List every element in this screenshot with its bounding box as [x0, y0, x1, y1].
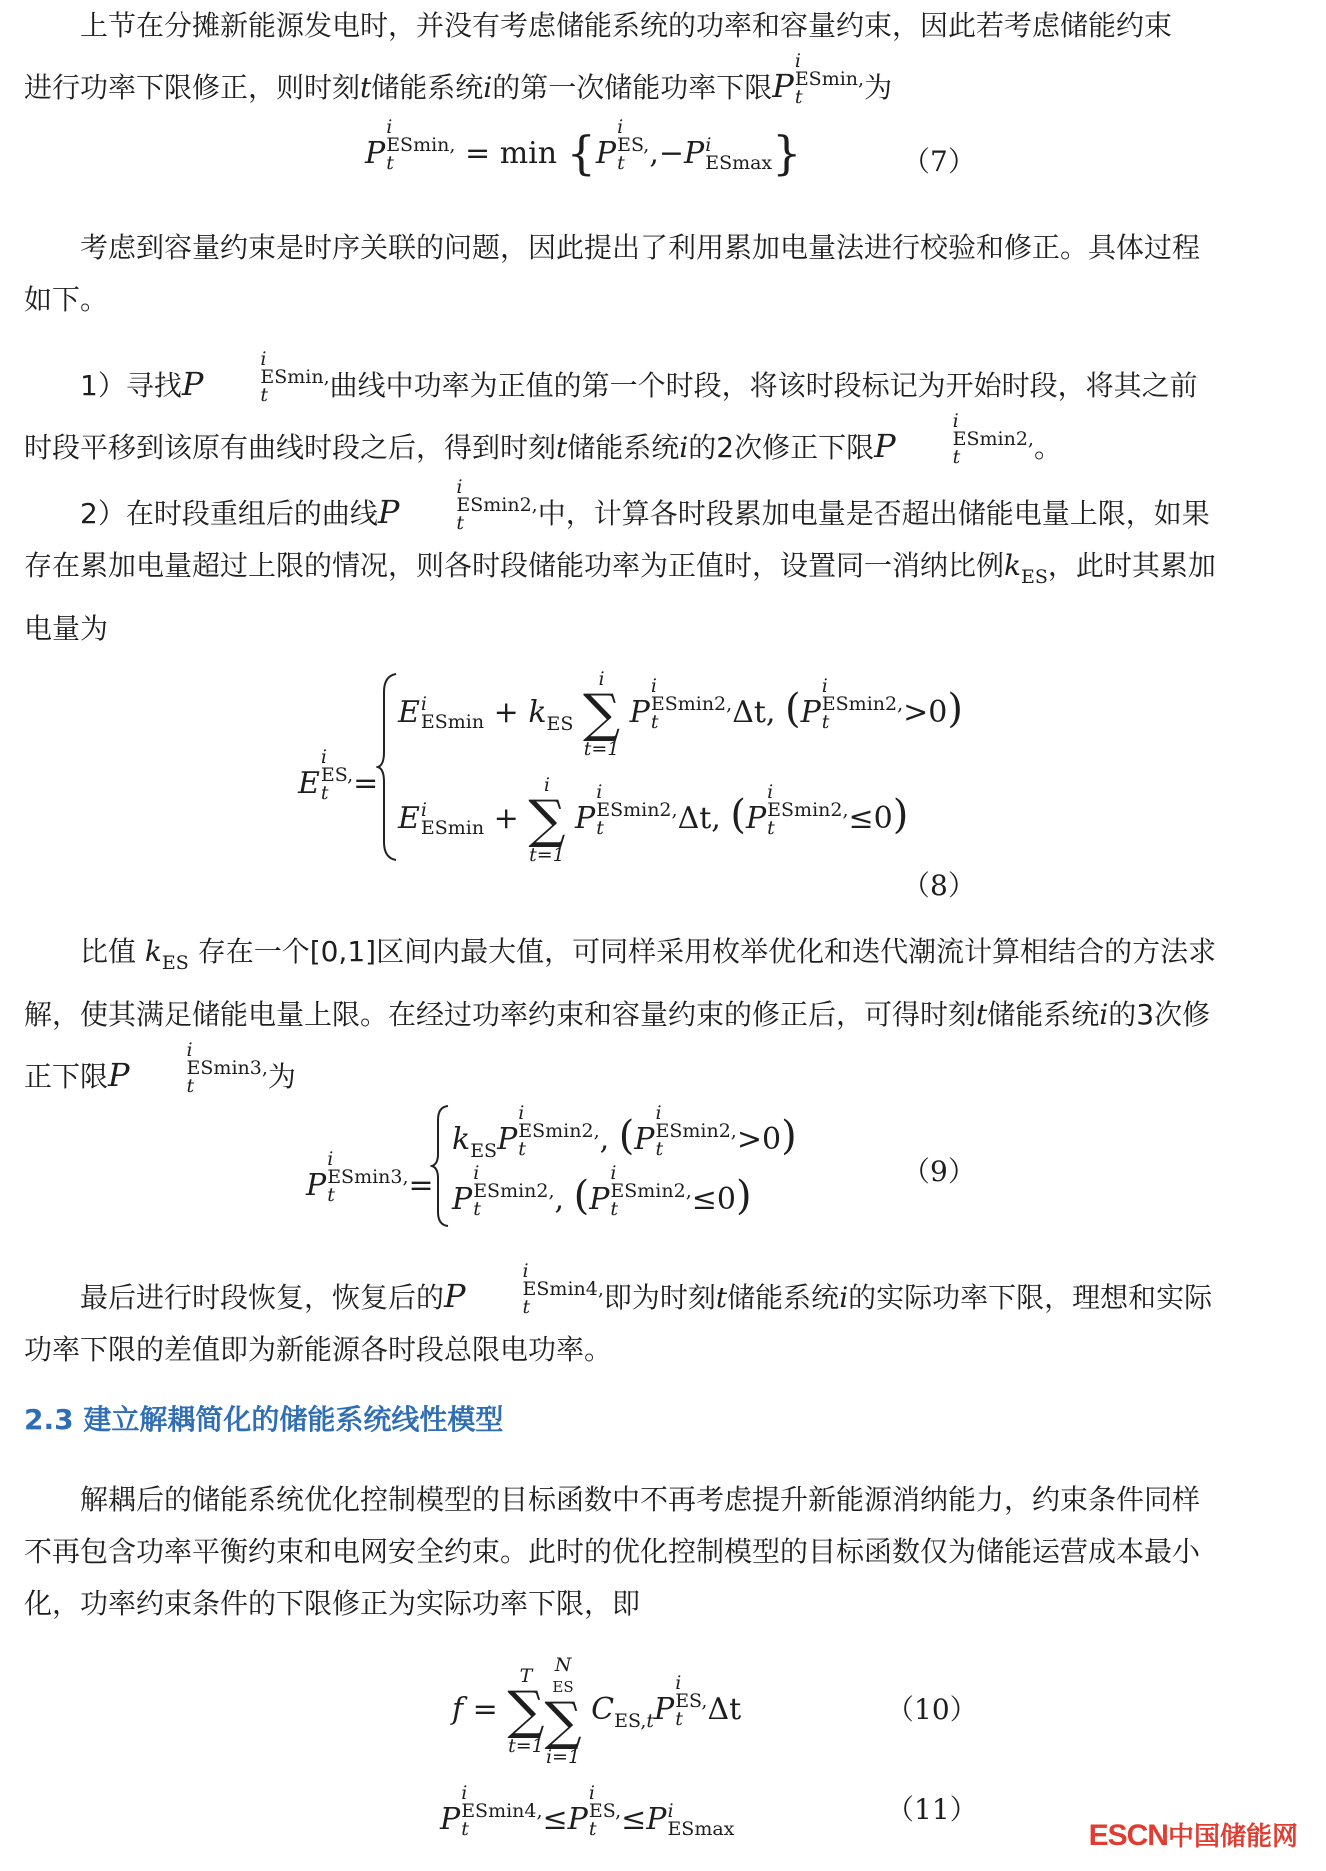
paragraph-1: [24, 0, 1224, 114]
sub-t: t: [952, 446, 961, 468]
sup-i: i: [420, 693, 427, 715]
paren: ): [781, 1113, 797, 1159]
text: 储能系统: [371, 71, 484, 104]
sub-text: ES,: [588, 1800, 622, 1822]
sub-text: ES,: [614, 1710, 647, 1732]
symbol-p: P: [306, 1168, 327, 1203]
text: 的实际功率下限，理想和实际功率下限的差值即为新能源各时段总限电功率。: [24, 1281, 1213, 1366]
sub-es: ES: [470, 1140, 498, 1162]
sum-sign: ∑: [582, 684, 621, 744]
text: 中，计算各时段累加电量是否超出储能电量上限，如果存在累加电量超过上限的情况，则各时段储能功率为正值时，设置同一消纳比例: [24, 497, 1210, 582]
sub-t: t: [596, 817, 604, 839]
paragraph-3: [24, 350, 1224, 474]
paragraph-2: [24, 222, 1224, 326]
sup-i: i: [821, 675, 828, 697]
sup-i: i: [522, 1260, 529, 1282]
sub-t: t: [675, 1708, 683, 1730]
sub-t: t: [320, 782, 329, 804]
sub-t: t: [456, 512, 464, 534]
sub-text: ESmin2,: [821, 693, 904, 715]
sup-i: i: [596, 781, 603, 803]
symbol-k: k: [1004, 549, 1021, 582]
sub-text: ESmin: [420, 711, 485, 733]
delta-t: Δt: [707, 1692, 742, 1727]
leq-sign: ≤: [621, 1802, 647, 1837]
min-operator: min: [499, 136, 558, 171]
sub-text: ESmax: [705, 152, 773, 174]
sub-t: t: [588, 1818, 597, 1840]
equation-number-9: （9）: [902, 1155, 976, 1188]
text: 上节在分摊新能源发电时，并没有考虑储能系统的功率和容量约束，因此若考虑储能约束: [80, 9, 1173, 42]
sup-i: i: [588, 1782, 595, 1804]
sub-text: ESmin4,: [461, 1800, 543, 1822]
equation-11: [440, 1784, 734, 1838]
paren: ): [892, 792, 909, 838]
symbol-p: P: [444, 1277, 466, 1315]
logo-cn: 中国储能网: [1167, 1822, 1298, 1852]
sub-t: t: [655, 1138, 664, 1160]
text: 考虑到容量约束是时序关联的问题，因此提出了利用累加电量法进行校验和修正。具体过程如下。: [24, 231, 1201, 316]
symbol-t: t: [976, 998, 988, 1031]
sum-sign: ∑: [507, 1681, 545, 1741]
escn-logo: [1089, 1816, 1298, 1853]
symbol-p: P: [452, 1182, 473, 1217]
symbol-p: P: [440, 1802, 461, 1837]
sub-es: ES: [1020, 566, 1048, 588]
symbol-p: P: [634, 1122, 655, 1157]
symbol-f: f: [452, 1692, 464, 1727]
sum-lower: t=1: [529, 844, 565, 866]
paragraph-6: [24, 1262, 1224, 1376]
sum-upper-sub: ES: [552, 1678, 574, 1696]
sup-i: i: [473, 1162, 480, 1184]
sup-i: i: [952, 410, 959, 432]
logo-latin: ESCN: [1088, 1819, 1168, 1852]
text: 的第一次储能功率下限: [492, 71, 773, 104]
paragraph-5: [24, 926, 1224, 1103]
text: 解耦后的储能系统优化控制模型的目标函数中不再考虑提升新能源消纳能力，约束条件同样不再包含功率平衡约束和电网安全约束。此时的优化控制模型的目标函数仅为储能运营成本最小化，功率约束条件的下限修正为实际功率下限，即: [24, 1483, 1201, 1620]
sub-t: t: [821, 711, 830, 733]
text: 为: [864, 71, 893, 104]
sum-upper-n: N: [554, 1654, 572, 1676]
le-zero: ≤0: [848, 801, 893, 836]
sub-text: ESmin2,: [518, 1120, 600, 1142]
symbol-p: P: [575, 801, 596, 836]
symbol-k: k: [144, 935, 162, 968]
minus-sign: −: [658, 136, 685, 171]
symbol-p: P: [567, 1802, 588, 1837]
right-brace: }: [772, 126, 802, 180]
sup-i: i: [456, 476, 463, 498]
sup-i: i: [617, 116, 624, 138]
text: 存在一个[0,1]区间内最大值，可同样采用枚举优化和迭代潮流计算相结合的方法求解，使其满足储能电量上限。在经过功率约束和容量约束的修正后，可得时刻: [24, 935, 1217, 1031]
sup-i: i: [675, 1672, 682, 1694]
paren: ): [947, 686, 963, 732]
sup-i: i: [767, 781, 774, 803]
left-brace: {: [566, 126, 596, 180]
symbol-p: P: [654, 1692, 675, 1727]
text: 1）寻找: [80, 369, 182, 402]
sup-i: i: [327, 1148, 334, 1170]
sup-i: i: [650, 675, 657, 697]
sub-text: ESmin4,: [522, 1278, 604, 1300]
sub-text: ES,: [320, 764, 354, 786]
paren: (: [573, 1173, 590, 1219]
text: 储能系统: [567, 431, 680, 464]
text: 比值: [80, 935, 137, 968]
sum-upper: i: [598, 668, 605, 690]
equation-number-7: （7）: [902, 145, 976, 178]
sup-i: i: [386, 116, 393, 138]
gt-zero: >0: [903, 695, 948, 730]
text: 曲线中功率为正值的第一个时段，将该时段标记为开始时段，将其之前时段平移到该原有曲线时段之后，得到时刻: [24, 369, 1198, 464]
sup-i: i: [610, 1162, 617, 1184]
sum-lower: t=1: [583, 738, 620, 760]
sub-text: ESmin,: [260, 366, 330, 388]
paper-page: 上节在分摊新能源发电时，并没有考虑储能系统的功率和容量约束，因此若考虑储能约束 进行功率下限修正，则时刻t储能系统i的第一次储能功率下限P i ESmin, t 为 P i ESmin, t = min {P i ES, t ,−P i ESmax } （7） 考虑到容量约束是时序关联的问题，因此提出了利用累加电量法进行校验和修正。具体过程如下。 1）寻找P i ESmin, t 曲线中功率为正值的第一个时段，将该时段标记为开始时段，将其之前时段平移到该原有曲线时段之后，得到时刻t储能系统i的2次修正下限P i ESmin2, t 。 2）在时段重组后的曲线P i ESmin2, t 中，计算各时段累加电量是否超出储能电量上限，如果存在累加电量超过上限的情况，则各时段储能功率为正值时，设置同一消纳比例$k_{ES}$，此时其累加电量为 E i ES, t = E i ESmin + $k_{ES}$ i ∑ t=1 P i ESmin2, t Δt, (P i ESmin2, t >0) E i ESmin + i ∑ t=1 P i ESmin2, t Δt, (P i ESmin2, t ≤0) （8） 比值 $k_{ES}$ 存在一个[0,1]区间内最大值，可同样采用枚举优化和迭代潮流计算相结合的方法求解，使其满足储能电量上限。在经过功率约束和容量约束的修正后，可得时刻t储能系统i的3次修正下限P i ESmin3, t 为 P i ESmin3, t = $k_{ES}P$ i ESmin2, t , (P i ESmin2, t >0) P i ESmin2, t , (P i ESmin2, t ≤0) （9） 最后进行时段恢复，恢复后的P i ESmin4, t 即为时刻t储能系统i的实际功率下限，理想和实际功率下限的差值即为新能源各时段总限电功率。 2.3 建立解耦简化的储能系统线性模型 解耦后的储能系统优化控制模型的目标函数中不再考虑提升新能源消纳能力，约束条件同样不再包含功率平衡约束和电网安全约束。此时的优化控制模型的目标函数仅为储能运营成本最小化，功率约束条件的下限修正为实际功率下限，即 f = T ∑ t=1 N ES ∑ i=1 $C_{ES,t}P$ i ES, t Δt （10） P i ESmin4, t ≤P i ES, t ≤P i ESmax （11） ESCN中国储能网: [0, 0, 1326, 1871]
sub-text: ESmin2,: [650, 693, 733, 715]
symbol-p: P: [595, 136, 617, 171]
symbol-e: E: [298, 766, 320, 801]
sub-t: t: [386, 152, 394, 174]
sub-text: ESmin,: [386, 134, 456, 156]
symbol-p: P: [745, 801, 767, 836]
sum-sign: ∑: [528, 790, 566, 850]
symbol-t: t: [715, 1281, 728, 1314]
sub-text: ESmin2,: [610, 1180, 692, 1202]
sub-t: t: [260, 384, 268, 406]
comma: ,: [649, 136, 659, 171]
leq-sign: ≤: [542, 1802, 568, 1837]
sub-text: ESmin2,: [473, 1180, 555, 1202]
sub-text: ESmin2,: [596, 799, 678, 821]
sub-t: t: [794, 86, 803, 108]
paren: (: [618, 1113, 635, 1159]
sub-text: ESmin2,: [767, 799, 849, 821]
sub-text: ESmin3,: [327, 1166, 409, 1188]
text: 进行功率下限修正，则时刻: [24, 71, 361, 104]
sub-text: ESmax: [667, 1818, 735, 1840]
symbol-p: P: [497, 1122, 518, 1157]
sup-i: i: [667, 1800, 674, 1822]
symbol-p: P: [800, 695, 821, 730]
text: 储能系统: [727, 1281, 840, 1314]
equation-7: [365, 118, 801, 180]
sub-t: t: [518, 1138, 526, 1160]
sub-text: ESmin: [420, 817, 485, 839]
sub-t: t: [186, 1075, 195, 1097]
sup-i: i: [518, 1102, 525, 1124]
paragraph-7: [24, 1474, 1224, 1630]
sub-text: ESmin2,: [655, 1120, 737, 1142]
equation-number-11: （11）: [886, 1793, 978, 1826]
sup-i: i: [420, 799, 427, 821]
plus-sign: +: [493, 801, 519, 836]
paren: ): [735, 1173, 752, 1219]
le-zero: ≤0: [691, 1182, 736, 1217]
sum-upper: T: [519, 1665, 533, 1687]
sub-t: t: [617, 152, 625, 174]
symbol-p: P: [589, 1182, 610, 1217]
paragraph-4: [24, 478, 1224, 655]
text: 2）在时段重组后的曲线: [80, 497, 378, 530]
symbol-c: C: [591, 1692, 615, 1727]
symbol-i: i: [839, 1281, 849, 1314]
symbol-p: P: [772, 67, 794, 105]
sup-i: i: [655, 1102, 662, 1124]
symbol-i: i: [1099, 998, 1109, 1031]
piecewise-brace: [430, 1104, 452, 1228]
sub-es: ES: [161, 952, 189, 974]
sup-i: i: [186, 1039, 193, 1061]
delta-t: Δt: [677, 801, 712, 836]
sup-i: i: [705, 134, 712, 156]
sub-t: t: [461, 1818, 469, 1840]
symbol-p: P: [365, 136, 386, 171]
equation-10: [452, 1654, 741, 1768]
sub-t: t: [327, 1184, 335, 1206]
symbol-p: P: [646, 1802, 667, 1837]
symbol-p: P: [377, 493, 400, 531]
equals-sign: =: [472, 1692, 498, 1727]
text: 为: [267, 1060, 296, 1093]
equals-sign: =: [465, 136, 491, 171]
sub-text: ES,: [617, 134, 650, 156]
text: 。: [1033, 431, 1062, 464]
sub-t: t: [610, 1198, 619, 1220]
equals-sign: =: [408, 1168, 434, 1203]
plus-sign: +: [493, 695, 519, 730]
gt-zero: >0: [736, 1122, 782, 1157]
sum-upper: i: [543, 774, 550, 796]
sub-text: ESmin3,: [186, 1057, 268, 1079]
text: ，此时其累加电量为: [24, 549, 1216, 645]
sum-lower: t=1: [508, 1735, 544, 1757]
equation-number-10: （10）: [886, 1693, 978, 1726]
sub-t: t: [650, 711, 659, 733]
symbol-e: E: [398, 801, 420, 836]
paren: (: [785, 686, 801, 732]
symbol-p: P: [874, 427, 896, 465]
delta-t: Δt: [732, 695, 766, 730]
symbol-e: E: [398, 695, 420, 730]
sub-text: ESmin,: [794, 68, 865, 90]
text: 的3次修正下限: [24, 998, 1211, 1093]
symbol-k: k: [528, 695, 547, 730]
sup-i: i: [794, 50, 801, 72]
sub-t: t: [473, 1198, 481, 1220]
sub-es: ES: [546, 713, 574, 735]
text: 即为时刻: [603, 1281, 716, 1314]
sub-t: t: [522, 1296, 531, 1318]
sup-i: i: [260, 348, 267, 370]
sup-i: i: [461, 1782, 468, 1804]
sup-i: i: [320, 746, 327, 768]
paren: (: [730, 792, 746, 838]
symbol-p: P: [629, 695, 650, 730]
symbol-p: P: [108, 1056, 130, 1094]
sub-text: ES,: [675, 1690, 708, 1712]
symbol-t: t: [360, 71, 372, 104]
equation-number-8: （8）: [902, 869, 976, 902]
text: 的2次修正下限: [688, 431, 875, 464]
symbol-k: k: [452, 1122, 471, 1157]
sub-t: t: [767, 817, 775, 839]
sub-text: ESmin2,: [952, 428, 1034, 450]
sub-text: ESmin2,: [456, 494, 538, 516]
equals-sign: =: [353, 766, 379, 801]
symbol-i: i: [679, 431, 689, 464]
sub-t: t: [646, 1710, 654, 1732]
sum-lower: i=1: [545, 1746, 581, 1768]
symbol-p: P: [684, 136, 705, 171]
section-heading: 2.3 建立解耦简化的储能系统线性模型: [24, 1403, 504, 1436]
text: 最后进行时段恢复，恢复后的: [80, 1281, 445, 1314]
text: 储能系统: [987, 998, 1100, 1031]
symbol-p: P: [181, 365, 204, 403]
sum-sign: ∑: [544, 1692, 582, 1752]
symbol-t: t: [556, 431, 568, 464]
symbol-i: i: [483, 71, 493, 104]
piecewise-brace: [376, 672, 400, 862]
